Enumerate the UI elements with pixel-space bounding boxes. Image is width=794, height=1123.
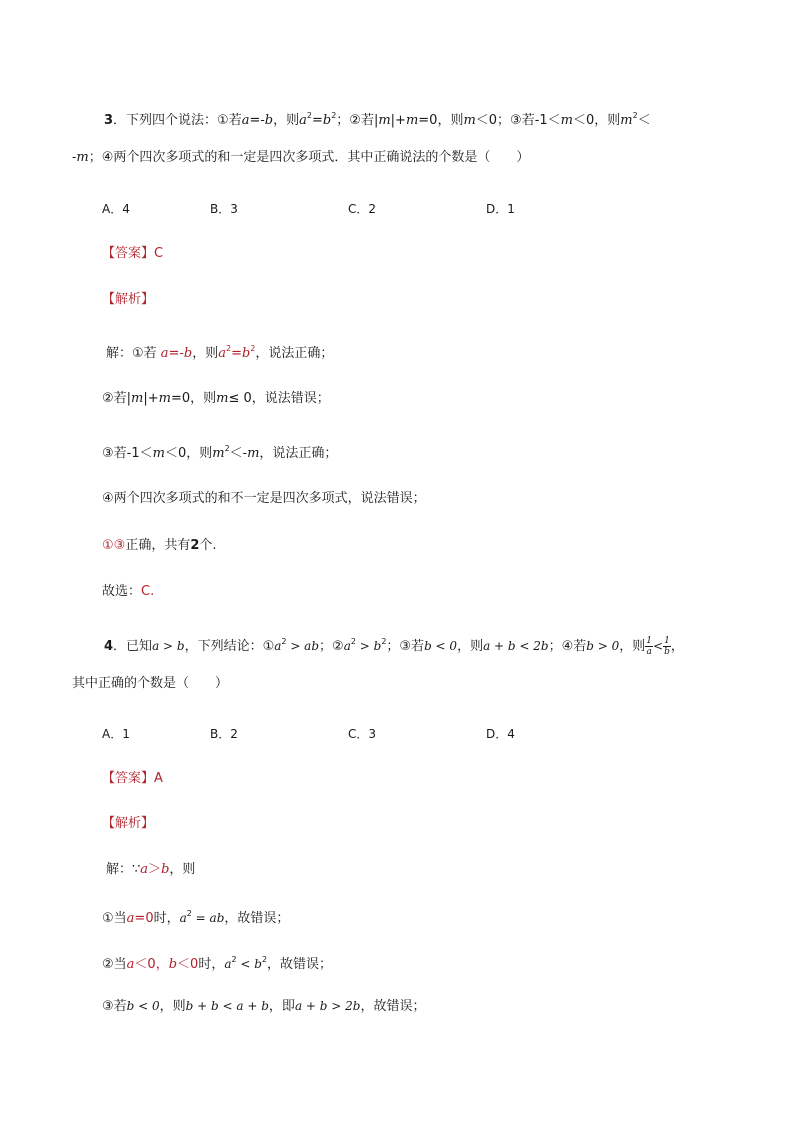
q4-answer bbox=[102, 769, 163, 789]
q4-option-b: B．2 bbox=[210, 727, 238, 741]
q4-solution-line-2: ①当a=0时，$a^2$ = ab，故错误； bbox=[102, 909, 290, 926]
q4-solution-line-4: ③若b < 0，则b + b < a + b，即a + b > 2b，故错误； bbox=[102, 999, 426, 1014]
q4-option-a: A．1 bbox=[102, 727, 130, 741]
q3-solution-line-1: 解：①若 a=-b，则$a^2=b^2$，说法正确； bbox=[106, 344, 334, 361]
q4-option-c: C．3 bbox=[348, 727, 377, 741]
q3-analysis-label: 【解析】 bbox=[102, 292, 155, 307]
q3-option-c: C．2 bbox=[348, 202, 377, 216]
q4-stem-line-2: 其中正确的个数是（ ） bbox=[72, 676, 229, 691]
q4-analysis-label: 【解析】 bbox=[102, 816, 155, 831]
q3-answer bbox=[102, 244, 163, 264]
q3-option-d: D．1 bbox=[486, 202, 515, 216]
q3-number: 3 bbox=[104, 113, 114, 128]
q3-stem-line-1: 3．下列四个说法：①若a=-b，则$a^2=b^2$；②若|m|+m=0，则m＜0；③若-1＜m＜0，则$m^2<$ bbox=[104, 111, 651, 128]
q4-option-d: D．4 bbox=[486, 727, 515, 741]
answer-label: 【答案】 bbox=[102, 246, 155, 261]
q3-stem-line-2: -m；④两个四次多项式的和一定是四次多项式．其中正确说法的个数是（ ） bbox=[72, 150, 530, 165]
q3-solution-line-5: ①③正确，共有2个. bbox=[102, 538, 217, 553]
q3-solution-line-4: ④两个四次多项式的和不一定是四次多项式，说法错误； bbox=[102, 491, 426, 506]
answer-value: C bbox=[154, 246, 164, 261]
q3-solution-line-2: ②若|m|+m=0，则m≤ 0，说法错误； bbox=[102, 391, 330, 406]
q3-solution-line-3: ③若-1＜m＜0，则$m^2<-m$，说法正确； bbox=[102, 444, 338, 461]
q4-solution-line-3: ②当a＜0，b＜0时，$a^2 < b^2$，故错误； bbox=[102, 955, 333, 972]
answer-value: A bbox=[154, 771, 163, 786]
q3-option-a: A．4 bbox=[102, 202, 130, 216]
fraction-one-over-a: $\frac{1}{a}$ bbox=[646, 636, 653, 657]
q4-solution-line-1: 解：∵a＞b，则 bbox=[106, 862, 196, 877]
answer-label: 【答案】 bbox=[102, 771, 155, 786]
fraction-one-over-b: $\frac{1}{b}$ bbox=[664, 636, 670, 657]
q4-stem-line-1: 4．已知a > b，下列结论：$①a^2$ > ab；$②a^2 > b^2$；③若b < 0，则a + b < 2b；④若b > 0，则 $\frac{1}{a}$ < $\frac{1}{b}$ ， bbox=[104, 636, 684, 657]
q3-option-b: B．3 bbox=[210, 202, 238, 216]
q3-solution-line-6: 故选：C. bbox=[102, 584, 155, 599]
q4-number: 4 bbox=[104, 639, 114, 654]
